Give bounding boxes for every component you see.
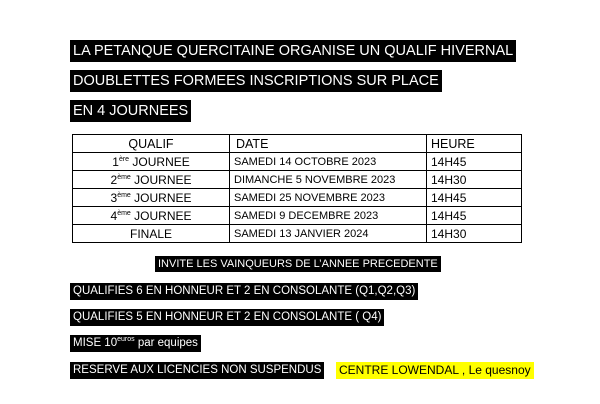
qualif-cell: 3ème JOURNEE: [73, 189, 230, 207]
qualif-cell: 4ème JOURNEE: [73, 207, 230, 225]
date-cell: SAMEDI 13 JANVIER 2024: [230, 225, 427, 243]
table-header-row: [73, 135, 522, 153]
table-row: [73, 171, 522, 189]
schedule-table: [72, 134, 522, 243]
qualif-cell: 1ère JOURNEE: [73, 153, 230, 171]
qualif-cell: 2ème JOURNEE: [73, 171, 230, 189]
invite-note: INVITE LES VAINQUEURS DE L’ANNEE PRECEDENTE: [155, 256, 441, 272]
table-row: [73, 189, 522, 207]
time-cell: 14H45: [427, 189, 522, 207]
title-line-2: DOUBLETTES FORMEES INSCRIPTIONS SUR PLACE: [70, 70, 442, 92]
table-row: [73, 153, 522, 171]
licensed-only-note: RESERVE AUX LICENCIES NON SUSPENDUS: [70, 362, 324, 379]
entry-fee-note: MISE $10^{euros}$ par equipes: [70, 335, 201, 352]
title-line-3: EN 4 JOURNEES: [70, 100, 191, 122]
time-cell: 14H30: [427, 225, 522, 243]
title-line-1: LA PETANQUE QUERCITAINE ORGANISE UN QUALIF HIVERNAL: [70, 40, 516, 62]
header-heure: HEURE: [427, 135, 522, 153]
qualifies-q4-note: QUALIFIES 5 EN HONNEUR ET 2 EN CONSOLANTE ( Q4): [70, 309, 384, 326]
qualif-cell: FINALE: [73, 225, 230, 243]
table-row: [73, 225, 522, 243]
header-date: DATE: [230, 135, 427, 153]
header-qualif: QUALIF: [73, 135, 230, 153]
qualifies-q1-q3-note: QUALIFIES 6 EN HONNEUR ET 2 EN CONSOLANTE (Q1,Q2,Q3): [70, 283, 418, 300]
date-cell: SAMEDI 14 OCTOBRE 2023: [230, 153, 427, 171]
time-cell: 14H45: [427, 153, 522, 171]
time-cell: 14H45: [427, 207, 522, 225]
table-row: [73, 207, 522, 225]
venue-label: CENTRE LOWENDAL , Le quesnoy: [336, 362, 534, 379]
date-cell: SAMEDI 9 DECEMBRE 2023: [230, 207, 427, 225]
date-cell: SAMEDI 25 NOVEMBRE 2023: [230, 189, 427, 207]
date-cell: DIMANCHE 5 NOVEMBRE 2023: [230, 171, 427, 189]
time-cell: 14H30: [427, 171, 522, 189]
